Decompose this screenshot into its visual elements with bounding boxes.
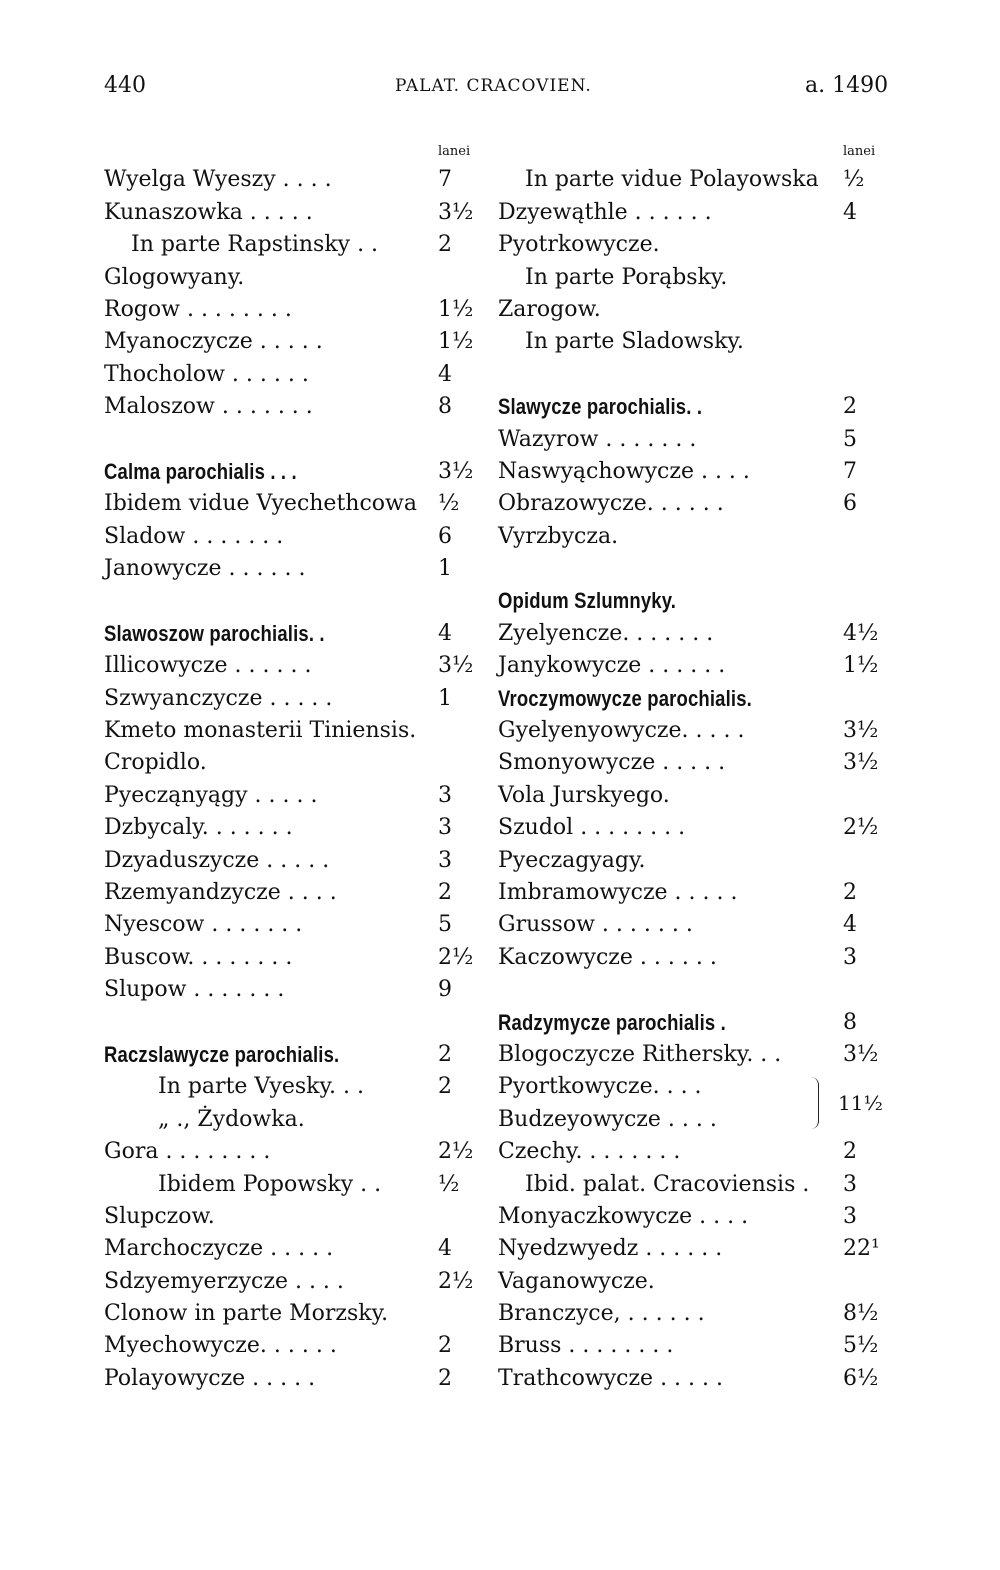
entry-row <box>104 262 470 294</box>
entry-name: Glogowyany. <box>104 264 245 290</box>
entry-lanei-value: 2½ <box>438 944 474 970</box>
entry-name: In parte vidue Polayowska <box>525 167 819 193</box>
entry-row <box>104 1136 474 1168</box>
entry-row <box>498 812 879 844</box>
entry-lanei-value: 5 <box>438 912 452 938</box>
entry-name: Smonyowycze . . . . . <box>498 750 726 776</box>
entry-row <box>104 1071 470 1103</box>
entry-row <box>498 326 873 358</box>
entry-name: Ibidem Popowsky . . <box>158 1171 382 1197</box>
entry-name: Sdzyemyerzycze . . . . <box>104 1268 344 1294</box>
entry-name: Vola Jurskyego. <box>498 782 670 808</box>
entry-row <box>104 164 470 196</box>
entry-row <box>498 294 873 326</box>
entry-name: Dzyewąthle . . . . . . <box>498 199 712 225</box>
section-heading <box>104 1039 470 1071</box>
entry-lanei-value: 3½ <box>438 199 474 225</box>
entry-lanei-value: 3½ <box>843 1041 879 1067</box>
entry-row <box>498 229 873 261</box>
entry-lanei-value: 8½ <box>843 1301 879 1327</box>
blank-line <box>498 974 873 1006</box>
section-heading <box>104 456 474 488</box>
entry-row <box>104 229 470 261</box>
entry-name: Illicowycze . . . . . . <box>104 653 312 679</box>
entry-name: Rzemyandzycze . . . . <box>104 879 337 905</box>
entry-row <box>498 1330 879 1362</box>
entry-lanei-value: 1½ <box>438 329 474 355</box>
entry-row <box>498 1169 873 1201</box>
entry-lanei-value: 6 <box>843 491 857 517</box>
entry-name: Szudol . . . . . . . . <box>498 815 686 841</box>
right-column <box>498 132 883 1395</box>
entry-row <box>498 1233 880 1265</box>
entry-name: Monyaczkowycze . . . . <box>498 1203 749 1229</box>
entry-row <box>104 909 470 941</box>
entry-name: Imbramowycze . . . . . <box>498 879 738 905</box>
entry-row <box>104 942 474 974</box>
entry-lanei-value: 9 <box>438 977 452 1003</box>
entry-row <box>104 780 470 812</box>
entry-name: Kmeto monasterii Tiniensis. <box>104 718 417 744</box>
entry-name: Szwyanczycze . . . . . <box>104 685 333 711</box>
entry-name: Cropidlo. <box>104 750 207 776</box>
entry-lanei-value: 3 <box>438 782 452 808</box>
entry-lanei-value: 2½ <box>843 815 879 841</box>
entry-name: Janykowycze . . . . . . <box>498 653 726 679</box>
section-title: Radzymycze parochialis . <box>498 1009 726 1035</box>
entry-row <box>498 909 873 941</box>
entry-name: Slupczow. <box>104 1203 215 1229</box>
column-unit-label: lanei <box>438 144 471 159</box>
entry-lanei-value: ½ <box>438 1171 460 1197</box>
entry-lanei-value: ½ <box>843 167 865 193</box>
entry-row <box>104 974 470 1006</box>
entry-name: Bruss . . . . . . . . <box>498 1333 674 1359</box>
entry-row <box>498 262 873 294</box>
left-column <box>104 132 474 1395</box>
entry-name: Myechowycze. . . . . . <box>104 1333 337 1359</box>
entry-row <box>498 197 873 229</box>
entry-row <box>498 650 879 682</box>
entry-row <box>498 1136 873 1168</box>
entry-name: Marchoczycze . . . . . <box>104 1236 334 1262</box>
grouped-lanei-value: 11½ <box>838 1091 883 1116</box>
entry-row <box>498 1298 879 1330</box>
entry-row <box>104 1104 470 1136</box>
entry-lanei-value: 5 <box>843 426 857 452</box>
column-unit-label: lanei <box>843 144 876 159</box>
section-title: Opidum Szlumnyky. <box>498 588 677 614</box>
entry-row <box>498 424 873 456</box>
entry-lanei-value: 2 <box>438 879 452 905</box>
entry-lanei-value: 2 <box>438 1365 452 1391</box>
entry-name: Zarogow. <box>498 296 601 322</box>
entry-row <box>498 521 873 553</box>
entry-row <box>498 780 873 812</box>
entry-name: In parte Porąbsky. <box>525 264 728 290</box>
entry-lanei-value: 1 <box>438 685 452 711</box>
entry-lanei-value: 7 <box>843 458 857 484</box>
entry-lanei-value: 2 <box>438 1074 452 1100</box>
section-heading <box>104 618 470 650</box>
entry-name: Czechy. . . . . . . . <box>498 1139 681 1165</box>
entry-row <box>104 359 470 391</box>
entry-name: Janowycze . . . . . . <box>104 556 306 582</box>
entry-name: Buscow. . . . . . . . <box>104 944 293 970</box>
entry-name: Pyortkowycze. . . . <box>498 1074 702 1100</box>
entry-name: Wyelga Wyeszy . . . . <box>104 167 332 193</box>
entry-lanei-value: 4½ <box>843 620 879 646</box>
entry-name: Naswyąchowycze . . . . <box>498 458 750 484</box>
entry-name: Budzeyowycze . . . . <box>498 1106 717 1132</box>
entry-lanei-value: 2 <box>843 879 857 905</box>
entry-row <box>498 845 873 877</box>
section-title: Slawycze parochialis. . <box>498 394 703 420</box>
entry-lanei-value: 4 <box>438 361 452 387</box>
entry-name: Gyelyenyowycze. . . . . <box>498 718 745 744</box>
entry-lanei-value: 22¹ <box>843 1236 880 1262</box>
entry-name: Rogow . . . . . . . . <box>104 296 292 322</box>
entry-row <box>104 877 470 909</box>
entry-row <box>104 812 470 844</box>
entry-lanei-value: 2 <box>438 1041 452 1067</box>
entry-name: Grussow . . . . . . . <box>498 912 693 938</box>
entry-lanei-value: 4 <box>843 199 857 225</box>
entry-lanei-value: 3½ <box>843 718 879 744</box>
entry-row <box>104 391 470 423</box>
entry-lanei-value: 3 <box>843 1171 857 1197</box>
section-heading <box>498 585 873 617</box>
entry-name: Ibidem vidue Vyechethcowa <box>104 491 417 517</box>
blank-line <box>498 359 873 391</box>
blank-line <box>104 585 470 617</box>
entry-row <box>104 294 474 326</box>
entry-name: Ibid. palat. Cracoviensis . <box>525 1171 810 1197</box>
blank-line <box>104 424 470 456</box>
entry-name: Pyeczagyagy. <box>498 847 646 873</box>
entry-row <box>498 1104 873 1136</box>
entry-lanei-value: 3 <box>438 815 452 841</box>
entry-name: Maloszow . . . . . . . <box>104 394 313 420</box>
entry-lanei-value: 3 <box>438 847 452 873</box>
entry-lanei-value: 2 <box>843 394 857 420</box>
entry-name: Sladow . . . . . . . <box>104 523 284 549</box>
section-heading <box>498 683 873 715</box>
entry-name: Slupow . . . . . . . <box>104 977 285 1003</box>
running-title: PALAT. CRACOVIEN. <box>395 76 592 96</box>
entry-name: In parte Sladowsky. <box>525 329 744 355</box>
entry-name: Kaczowycze . . . . . . <box>498 944 717 970</box>
entry-lanei-value: 6½ <box>843 1365 879 1391</box>
entry-name: Nyedzwyedz . . . . . . <box>498 1236 723 1262</box>
entry-name: Dzyaduszycze . . . . . <box>104 847 330 873</box>
entry-row <box>104 715 470 747</box>
entry-row <box>104 1169 470 1201</box>
entry-lanei-value: 2 <box>843 1139 857 1165</box>
entry-name: Obrazowycze. . . . . . <box>498 491 724 517</box>
entry-row <box>104 521 470 553</box>
column-unit-header <box>498 132 876 164</box>
entry-name: Pyotrkowycze. <box>498 232 660 258</box>
entry-lanei-value: 2½ <box>438 1139 474 1165</box>
entry-row <box>104 1298 470 1330</box>
entry-name: Vaganowycze. <box>498 1268 655 1294</box>
entry-name: Vyrzbycza. <box>498 523 619 549</box>
section-title: Calma parochialis . . . <box>104 458 297 484</box>
entry-row <box>498 1071 883 1116</box>
entry-lanei-value: 3½ <box>438 458 474 484</box>
entry-lanei-value: 8 <box>843 1009 857 1035</box>
entry-name: Zyelyencze. . . . . . . <box>498 620 714 646</box>
entry-row <box>498 488 873 520</box>
column-unit-header <box>104 132 470 164</box>
entry-name: In parte Vyesky. . . <box>158 1074 364 1100</box>
entry-lanei-value: 2 <box>438 1333 452 1359</box>
entry-row <box>104 683 470 715</box>
section-heading <box>498 391 873 423</box>
entry-name: Myanoczycze . . . . . <box>104 329 323 355</box>
section-title: Raczslawycze parochialis. <box>104 1041 340 1067</box>
entry-row <box>498 1266 873 1298</box>
entry-name: Blogoczycze Rithersky. . . <box>498 1041 782 1067</box>
entry-lanei-value: 3 <box>843 944 857 970</box>
entry-row <box>104 1363 470 1395</box>
blank-line <box>498 553 873 585</box>
entry-row <box>498 618 879 650</box>
entry-lanei-value: 1½ <box>843 653 879 679</box>
entry-row <box>104 1233 470 1265</box>
entry-name: Trathcowycze . . . . . <box>498 1365 724 1391</box>
entry-row <box>104 1201 470 1233</box>
entry-row <box>498 942 873 974</box>
entry-row <box>104 1266 474 1298</box>
year-label: a. 1490 <box>805 73 889 98</box>
entry-row <box>498 1201 873 1233</box>
entry-name: Kunaszowka . . . . . <box>104 199 313 225</box>
entry-name: Polayowycze . . . . . <box>104 1365 316 1391</box>
entry-row <box>498 877 873 909</box>
entry-row <box>104 845 470 877</box>
entry-name: Gora . . . . . . . . <box>104 1139 271 1165</box>
entry-row <box>104 488 470 520</box>
entry-row <box>498 164 873 196</box>
entry-lanei-value: 8 <box>438 394 452 420</box>
entry-lanei-value: 6 <box>438 523 452 549</box>
entry-lanei-value: 4 <box>438 1236 452 1262</box>
entry-lanei-value: 2½ <box>438 1268 474 1294</box>
entry-name: Pyecząnyągy . . . . . <box>104 782 318 808</box>
entry-row <box>104 747 470 779</box>
entry-row <box>498 747 879 779</box>
page-number: 440 <box>104 73 146 98</box>
blank-line <box>104 1007 470 1039</box>
entry-lanei-value: 3 <box>843 1203 857 1229</box>
entry-lanei-value: 7 <box>438 167 452 193</box>
entry-row <box>104 650 474 682</box>
entry-row <box>104 553 470 585</box>
entry-name: Branczyce, . . . . . . <box>498 1301 705 1327</box>
entry-row <box>498 456 873 488</box>
entry-lanei-value: 3½ <box>438 653 474 679</box>
entry-row <box>498 1363 879 1395</box>
entry-lanei-value: 4 <box>438 620 452 646</box>
entry-name: Wazyrow . . . . . . . <box>498 426 697 452</box>
section-title: Vroczymowycze parochialis. <box>498 685 752 711</box>
entry-name: Thocholow . . . . . . <box>104 361 309 387</box>
entry-name: Dzbycaly. . . . . . . <box>104 815 293 841</box>
entry-lanei-value: 1½ <box>438 296 474 322</box>
entry-lanei-value: 1 <box>438 556 452 582</box>
section-heading <box>498 1007 873 1039</box>
entry-row <box>498 715 879 747</box>
entry-row <box>104 197 474 229</box>
entry-row <box>104 326 474 358</box>
entry-name: Clonow in parte Morzsky. <box>104 1301 389 1327</box>
entry-row <box>104 1330 470 1362</box>
entry-row <box>498 1039 879 1071</box>
entry-lanei-value: 3½ <box>843 750 879 776</box>
entry-lanei-value: 5½ <box>843 1333 879 1359</box>
entry-name: Nyescow . . . . . . . <box>104 912 303 938</box>
entry-lanei-value: ½ <box>438 491 460 517</box>
entry-name: „ ., Żydowka. <box>158 1106 305 1132</box>
entry-name: In parte Rapstinsky . . <box>131 232 379 258</box>
entry-lanei-value: 2 <box>438 232 452 258</box>
section-title: Slawoszow parochialis. . <box>104 620 325 646</box>
entry-lanei-value: 4 <box>843 912 857 938</box>
